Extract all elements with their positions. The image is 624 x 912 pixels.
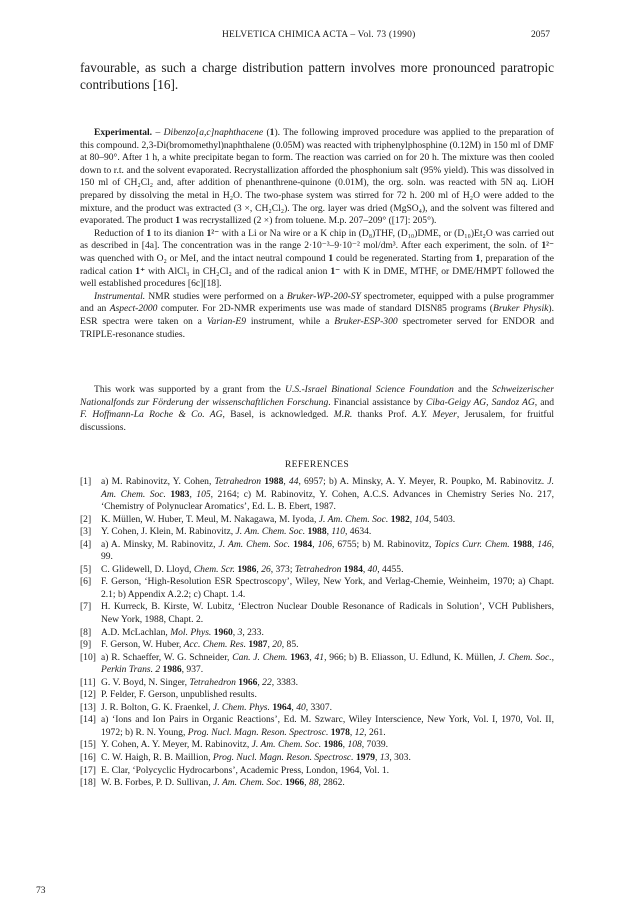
instrumental-paragraph: Instrumental. NMR studies were performed on a Bruker-WP-200-SY spectrometer, equipped with a pulse programmer and an Aspect-2000 computer. For 2D-NMR experiments use was made of standard DISN85 programs (Bruker Physik). ESR spectra were taken on a Varian-E9 instrument, while a Bruker-ESP-300 spectrometer served for ENDOR and TRIPLE-resonance studies. (80, 290, 554, 340)
reference-item (80, 677, 554, 690)
acknowledgement-paragraph: This work was supported by a grant from the U.S.-Israel Binational Science Foundation and the Schweizerischer Nationalfonds zur Förderung der wissenschaftlichen Forschung. Financial assistance by Ciba-Geigy AG, Sandoz AG, and F. Hoffmann-La Roche & Co. AG, Basel, is acknowledged. M.R. thanks Prof. A.Y. Meyer, Jerusalem, for fruitful discussions. (80, 384, 555, 433)
reference-number: [10] (80, 651, 96, 663)
experimental-paragraph: Experimental. – Dibenzo[a,c]naphthacene (1). The following improved procedure was applied to the preparation of this compound. 2,3-Di(bromomethyl)naphthalene (0.05M) was reacted with triphenylphosphine (0.12M) in 150 ml of DMF at 80–90°. After 1 h, a white precipitate began to form. The reaction was carried on for 20 h. The mixture was then cooled down to r.t. and the solvent evaporated. Recrystallization afforded the phosphonium salt (95% yield). This was dissolved in 150 ml of CH₂Cl₂ and, after addition of phenanthrene-quinone (0.01M), the org. soln. was reacted with 5N aq. LiOH prepared by dissolving the metal in H₂O. The two-phase system was stirred for 72 h. 200 ml of H₂O were added to the mixture, and the product was extracted (3 ×, CH₂Cl₂). The org. layer was dried (MgSO₄), and the solvent was filtered and evaporated. The product 1 was recrystallized (2 ×) from toluene. M.p. 207–209° ([17]: 205°). (80, 127, 554, 227)
reference-item (80, 739, 554, 752)
reference-number: [15] (80, 739, 96, 751)
reference-text: C. W. Haigh, R. B. Maillion, Prog. Nucl. Magn. Reson. Spectrosc. 1979, 13, 303. (101, 752, 411, 764)
reference-number: [2] (80, 513, 92, 525)
reference-item (80, 514, 554, 527)
reference-number: [6] (80, 576, 92, 588)
reference-text: a) M. Rabinovitz, Y. Cohen, Tetrahedron 1988, 44, 6957; b) A. Minsky, A. Y. Meyer, R. Poupko, M. Rabinovitz. J. Am. Chem. Soc. 1983, 105, 2164; c) M. Rabinovitz, Y. Cohen, A.C.S. Advances in Chemistry Series No. 217, ‘Chemistry of Polynuclear Aromatics’, Ed. L. B. Ebert, 1987. (101, 476, 554, 513)
reference-item (80, 601, 554, 626)
reference-text: A.D. McLachlan, Mol. Phys. 1960, 3, 233. (101, 626, 264, 638)
footer-page-label: 73 (36, 886, 46, 896)
reference-text: W. B. Forbes, P. D. Sullivan, J. Am. Chem. Soc. 1966, 88, 2862. (101, 777, 345, 789)
reference-text: J. R. Bolton, G. K. Fraenkel, J. Chem. Phys. 1964, 40, 3307. (101, 701, 332, 713)
reference-text: G. V. Boyd, N. Singer, Tetrahedron 1966, 22, 3383. (101, 676, 298, 688)
reference-item (80, 526, 554, 539)
reference-text: F. Gerson, ‘High-Resolution ESR Spectroscopy’, Wiley, New York, and Verlag-Chemie, Weinheim, 1970; a) Chapt. 2.1; b) Appendix A.2.2; c) Chapt. 1.4. (101, 576, 554, 600)
page-number: 2057 (531, 30, 550, 40)
reference-text: F. Gerson, W. Huber, Acc. Chem. Res. 1987, 20, 85. (101, 639, 299, 651)
acknowledgement-section (80, 384, 554, 434)
reference-number: [1] (80, 476, 92, 487)
lead-paragraph-text: favourable, as such a charge distribution pattern involves more pronounced paratropic contributions [16]. (80, 60, 554, 92)
reference-number: [13] (80, 701, 96, 713)
experimental-section (80, 127, 554, 341)
reference-number: [11] (80, 676, 96, 688)
reference-item (80, 476, 554, 514)
reference-text: a) ‘Ions and Ion Pairs in Organic Reactions’, Ed. M. Szwarc, Wiley Interscience, New York, Vol. I, 1970, Vol. II, 1972; b) R. N. Young, Prog. Nucl. Magn. Reson. Spectrosc. 1978, 12, 261. (101, 714, 554, 738)
running-header (80, 30, 560, 44)
reference-item (80, 765, 554, 778)
reference-number: [18] (80, 777, 96, 789)
reference-number: [7] (80, 601, 92, 613)
reference-text: C. Glidewell, D. Lloyd, Chem. Scr. 1986, 26, 373; Tetrahedron 1984, 40, 4455. (101, 563, 404, 575)
reference-item (80, 777, 554, 790)
reference-number: [9] (80, 639, 92, 651)
reference-number: [5] (80, 563, 92, 575)
reduction-paragraph: Reduction of 1 to its dianion 1²⁻ with a Li or Na wire or a K chip in (D₈)THF, (D₁₀)DME, or (D₁₀)Et₂O was carried out as described in [4a]. The concentration was in the range 2·10⁻³–9·10⁻² mol/dm³. After each experiment, the soln. of 1²⁻ was quenched with O₂ or MeI, and the intact neutral compound 1 could be regenerated. Starting from 1, preparation of the radical cation 1⁺ with AlCl₃ in CH₂Cl₂ and of the radical anion 1⁻ with K in DME, MTHF, or DME/HMPT followed the well established procedures [6c][18]. (80, 227, 555, 290)
reference-list (80, 476, 554, 790)
reference-item (80, 702, 554, 715)
reference-text: a) A. Minsky, M. Rabinovitz, J. Am. Chem. Soc. 1984, 106, 6755; b) M. Rabinovitz, Topics Curr. Chem. 1988, 146, 99. (101, 538, 554, 563)
reference-item (80, 639, 554, 652)
reference-number: [3] (80, 526, 92, 538)
reference-number: [12] (80, 689, 96, 701)
reference-item (80, 752, 554, 765)
reference-number: [4] (80, 538, 92, 550)
reference-text: K. Müllen, W. Huber, T. Meul, M. Nakagawa, M. Iyoda, J. Am. Chem. Soc. 1982, 104, 5403. (101, 513, 456, 525)
reference-text: E. Clar, ‘Polycyclic Hydrocarbons’, Academic Press, London, 1964, Vol. 1. (101, 764, 390, 776)
reference-item (80, 539, 554, 564)
journal-title: HELVETICA CHIMICA ACTA – Vol. 73 (1990) (222, 30, 416, 40)
reference-text: Y. Cohen, J. Klein, M. Rabinovitz, J. Am. Chem. Soc. 1988, 110, 4634. (101, 526, 372, 538)
lead-paragraph (80, 60, 554, 93)
reference-number: [17] (80, 764, 96, 776)
reference-item (80, 714, 554, 739)
reference-item (80, 564, 554, 577)
reference-item (80, 689, 554, 702)
reference-item (80, 627, 554, 640)
reference-item (80, 576, 554, 601)
reference-text: H. Kurreck, B. Kirste, W. Lubitz, ‘Electron Nuclear Double Resonance of Radicals in Solution’, VCH Publishers, New York, 1988, Chapt. 2. (101, 601, 554, 626)
reference-text: Y. Cohen, A. Y. Meyer, M. Rabinovitz, J. Am. Chem. Soc. 1986, 108, 7039. (101, 739, 389, 751)
reference-text: a) R. Schaeffer, W. G. Schneider, Can. J. Chem. 1963, 41, 966; b) B. Eliasson, U. Edlund, K. Müllen, J. Chem. Soc., Perkin Trans. 2 1986, 937. (101, 651, 555, 676)
reference-number: [8] (80, 626, 92, 638)
reference-number: [14] (80, 714, 96, 726)
references-heading: REFERENCES (284, 459, 350, 470)
reference-number: [16] (80, 752, 96, 764)
reference-text: P. Felder, F. Gerson, unpublished results. (101, 689, 257, 701)
reference-item (80, 652, 554, 677)
